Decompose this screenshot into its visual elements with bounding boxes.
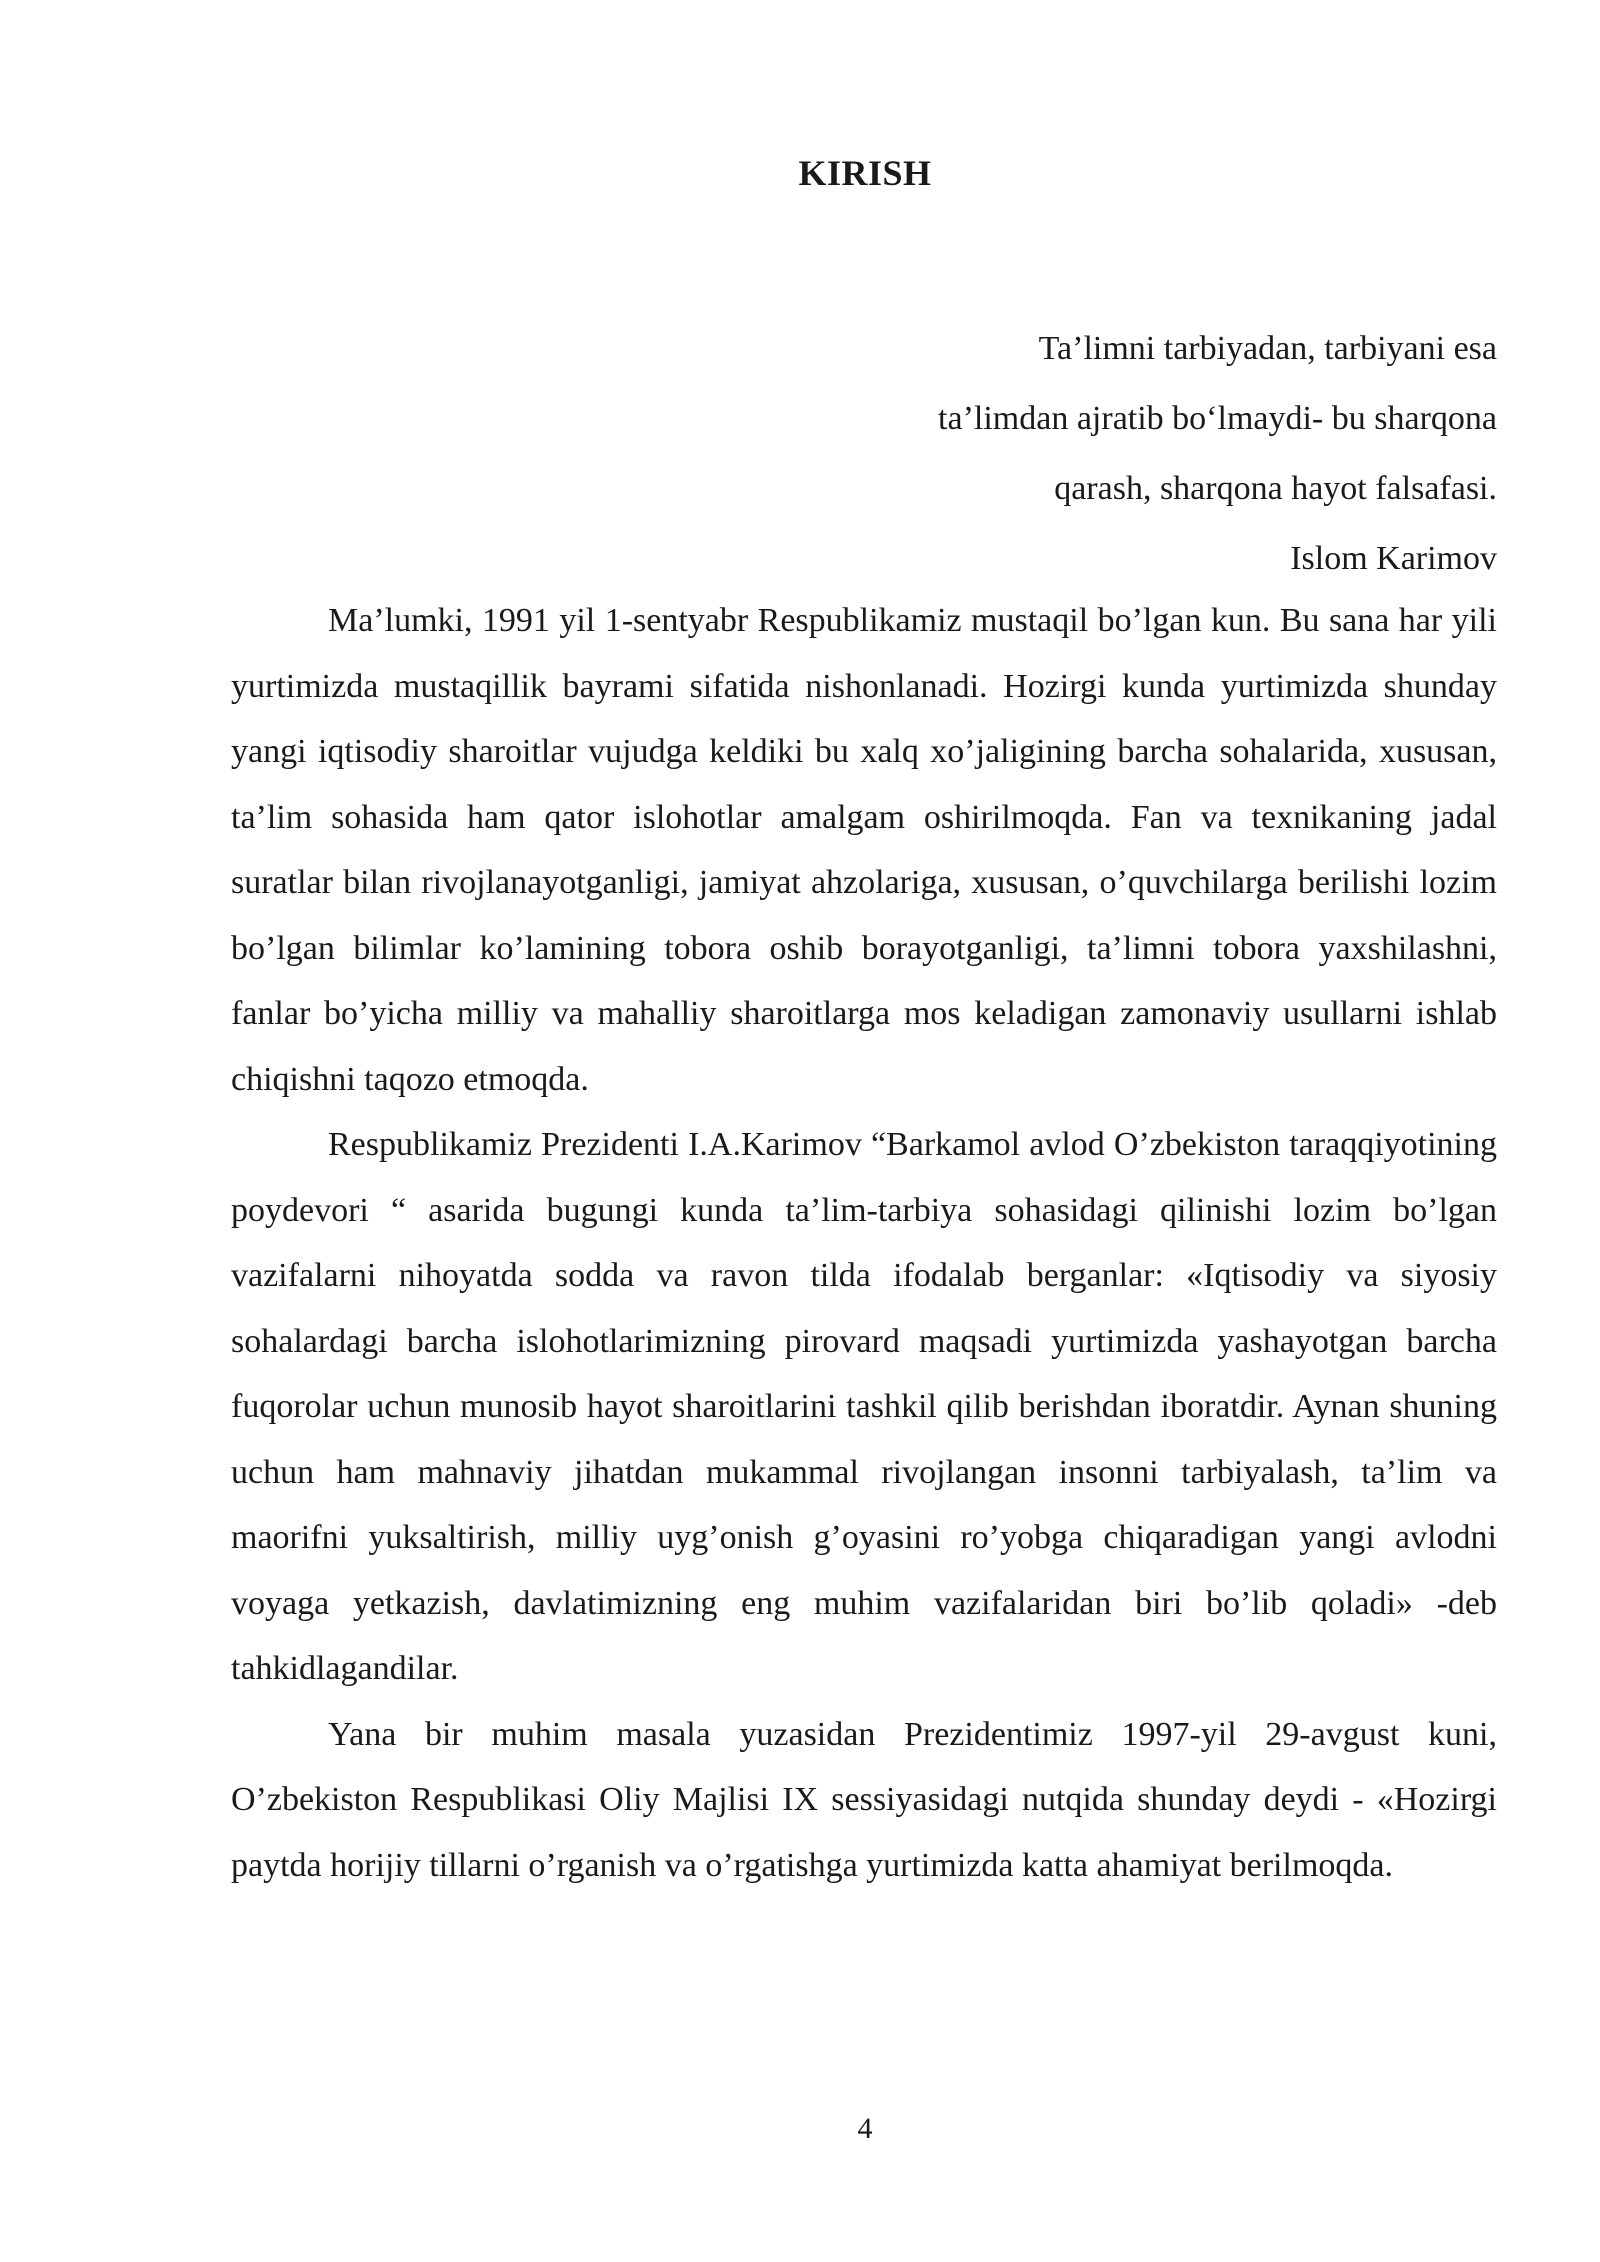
epigraph xyxy=(737,314,1497,594)
page-title: KIRISH xyxy=(798,153,932,193)
paragraph: Respublikamiz Prezidenti I.A.Karimov “Barkamol avlod O’zbekiston taraqqiyotining poydevori “ asarida bugungi kunda ta’lim-tarbiya sohasidagi qilinishi lozim bo’lgan vazifalarni nihoyatda sodda va ravon tilda ifodalab berganlar: «Iqtisodiy va siyosiy sohalardagi barcha islohotlarimizning pirovard maqsadi yurtimizda yashayotgan barcha fuqorolar uchun munosib hayot sharoitlarini tashkil qilib berishdan iboratdir. Aynan shuning uchun ham mahnaviy jihatdan mukammal rivojlangan insonni tarbiyalash, ta’lim va maorifni yuksaltirish, milliy uyg’onish g’oyasini ro’yobga chiqaradigan yangi avlodni voyaga yetkazish, davlatimizning eng muhim vazifalaridan biri bo’lib qoladi» -deb tahkidlagandilar. xyxy=(231,1126,1497,1687)
body-text xyxy=(231,588,1497,1898)
paragraph: Yana bir muhim masala yuzasidan Prezidentimiz 1997-yil 29-avgust kuni, O’zbekiston Respublikasi Oliy Majlisi IX sessiyasidagi nutqida shunday deydi - «Hozirgi paytda horijiy tillarni o’rganish va o’rgatishga yurtimizda katta ahamiyat berilmoqda. xyxy=(231,1715,1497,1884)
epigraph-line: qarash, sharqona hayot falsafasi. xyxy=(1054,470,1497,507)
paragraph: Ma’lumki, 1991 yil 1-sentyabr Respublikamiz mustaqil bo’lgan kun. Bu sana har yili yurtimizda mustaqillik bayrami sifatida nishonlanadi. Hozirgi kunda yurtimizda shunday yangi iqtisodiy sharoitlar vujudga keldiki bu xalq xo’jaligining barcha sohalarida, xususan, ta’lim sohasida ham qator islohotlar amalgam oshirilmoqda. Fan va texnikaning jadal suratlar bilan rivojlanayotganligi, jamiyat ahzolariga, xususan, o’quvchilarga berilishi lozim bo’lgan bilimlar ko’lamining tobora oshib borayotganligi, ta’limni tobora yaxshilashni, fanlar bo’yicha milliy va mahalliy sharoitlarga mos keladigan zamonaviy usullarni ishlab chiqishni taqozo etmoqda. xyxy=(231,602,1497,1098)
epigraph-author: Islom Karimov xyxy=(1290,540,1497,577)
epigraph-line: ta’limdan ajratib bo‘lmaydi- bu sharqona xyxy=(938,400,1497,437)
page-number: 4 xyxy=(857,2112,873,2145)
epigraph-line: Ta’limni tarbiyadan, tarbiyani esa xyxy=(1038,330,1497,367)
